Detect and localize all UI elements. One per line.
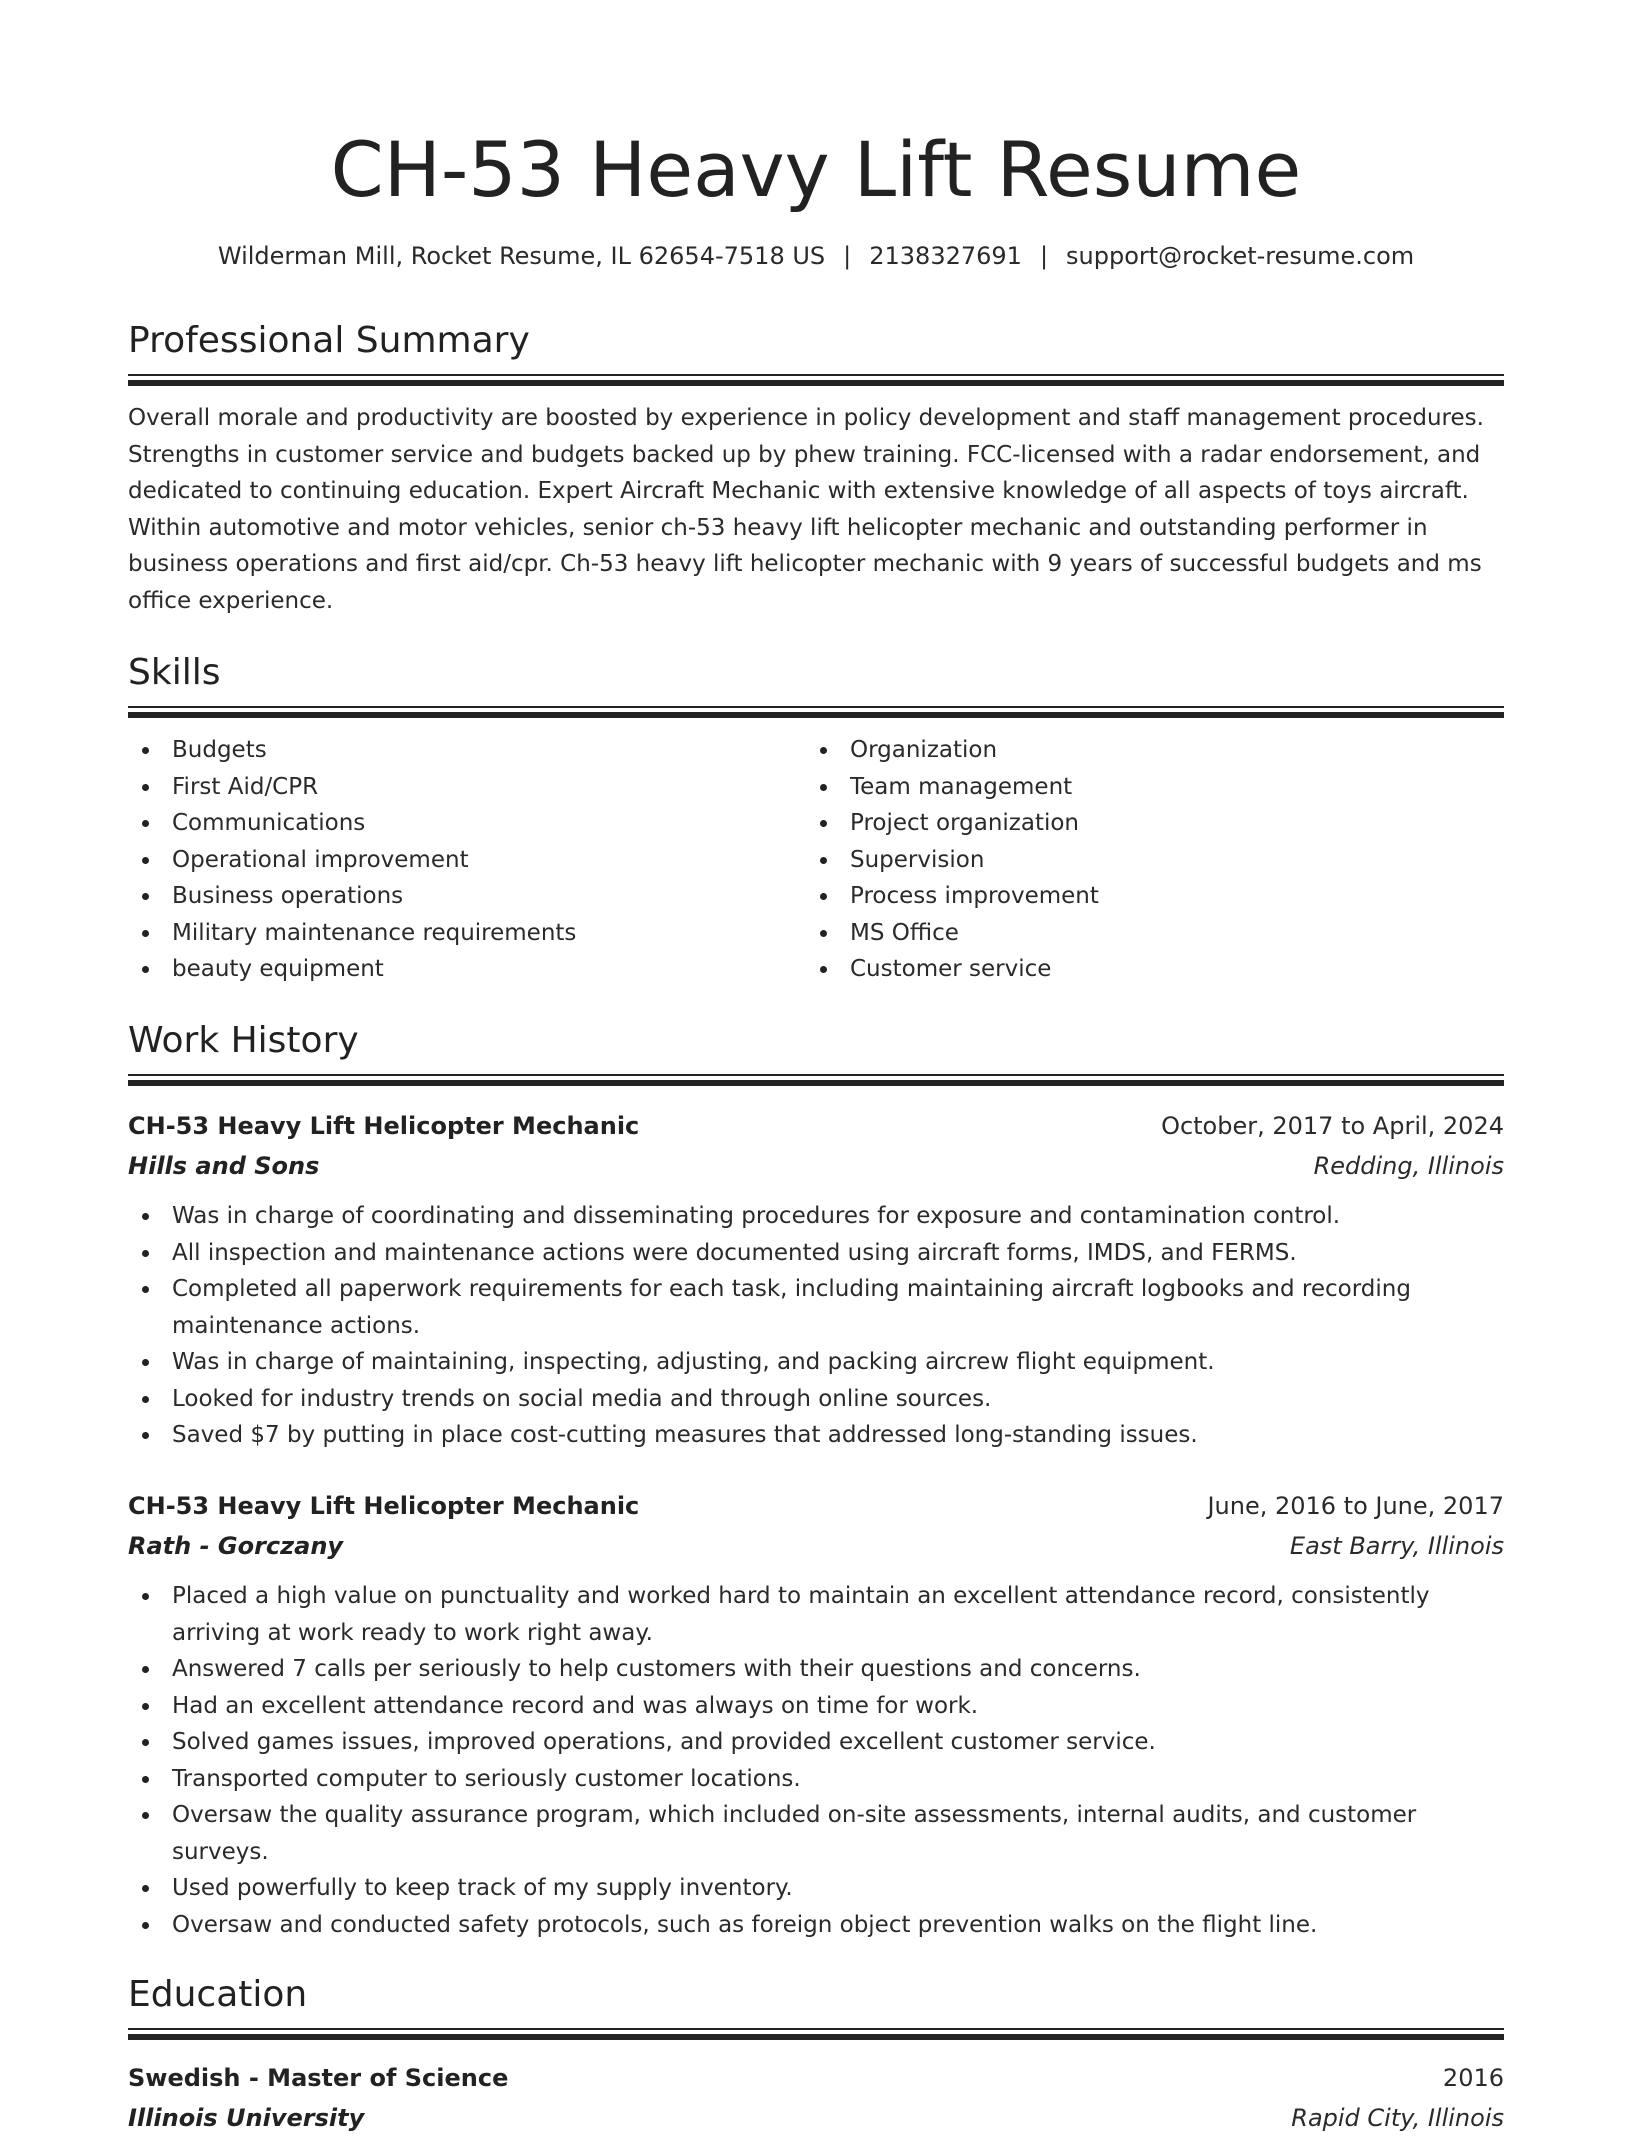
skill-item: First Aid/CPR — [128, 769, 768, 806]
job-bullet: All inspection and maintenance actions were documented using aircraft forms, IMDS, and FERMS. — [128, 1235, 1504, 1272]
resume-name: CH-53 Heavy Lift Resume — [330, 125, 1302, 214]
education-year: 2016 — [1442, 2064, 1504, 2092]
education-heading: Education — [128, 1974, 308, 2015]
job-bullet: Answered 7 calls per seriously to help customers with their questions and concerns. — [128, 1651, 1504, 1688]
contact-phone: 2138327691 — [869, 242, 1022, 270]
job-bullet: Oversaw the quality assurance program, which included on-site assessments, internal audits, and customer surveys. — [128, 1797, 1504, 1870]
job-company: Hills and Sons — [128, 1152, 320, 1180]
work-history-section — [128, 1016, 1504, 1086]
skill-item: Budgets — [128, 732, 768, 769]
skill-item: beauty equipment — [128, 951, 768, 988]
contact-address: Wilderman Mill, Rocket Resume, IL 62654-7518 US — [217, 242, 826, 270]
job-dates: October, 2017 to April, 2024 — [1161, 1112, 1504, 1140]
education-location: Rapid City, Illinois — [1291, 2104, 1504, 2132]
skill-item: Process improvement — [806, 878, 1446, 915]
job-location: East Barry, Illinois — [1289, 1532, 1504, 1560]
job-subheader — [128, 1526, 1504, 1566]
skills-heading: Skills — [128, 652, 221, 693]
job-subheader — [128, 1146, 1504, 1186]
section-divider — [128, 374, 1504, 386]
education-subheader — [128, 2098, 1504, 2138]
job-title: CH-53 Heavy Lift Helicopter Mechanic — [128, 1492, 640, 1520]
job-bullet-list — [128, 1198, 1504, 1454]
summary-heading: Professional Summary — [128, 320, 530, 361]
skill-item: Operational improvement — [128, 842, 768, 879]
job-entry — [128, 1486, 1504, 1943]
education-degree: Swedish - Master of Science — [128, 2064, 509, 2092]
education-header — [128, 2058, 1504, 2098]
job-bullet: Placed a high value on punctuality and worked hard to maintain an excellent attendance record, consistently arriving at work ready to work right away. — [128, 1578, 1504, 1651]
job-header — [128, 1486, 1504, 1526]
job-title: CH-53 Heavy Lift Helicopter Mechanic — [128, 1112, 640, 1140]
education-entry — [128, 2058, 1504, 2138]
job-bullet: Looked for industry trends on social media and through online sources. — [128, 1381, 1504, 1418]
skill-item: Supervision — [806, 842, 1446, 879]
job-bullet: Solved games issues, improved operations, and provided excellent customer service. — [128, 1724, 1504, 1761]
skill-item: Organization — [806, 732, 1446, 769]
job-bullet: Saved $7 by putting in place cost-cutting measures that addressed long-standing issues. — [128, 1417, 1504, 1454]
contact-email: support@rocket-resume.com — [1066, 242, 1415, 270]
job-bullet: Transported computer to seriously customer locations. — [128, 1761, 1504, 1798]
job-dates: June, 2016 to June, 2017 — [1207, 1492, 1504, 1520]
skill-item: Customer service — [806, 951, 1446, 988]
skill-item: Project organization — [806, 805, 1446, 842]
summary-section — [128, 316, 1504, 619]
summary-text: Overall morale and productivity are boosted by experience in policy development and staff management procedures. Strengths in customer service and budgets backed up by phew training. FCC-licensed with a radar endorsement, and dedicated to continuing education. Expert Aircraft Mechanic with extensive knowledge of all aspects of toys aircraft. Within automotive and motor vehicles, senior ch-53 heavy lift helicopter mechanic and outstanding performer in business operations and first aid/cpr. Ch-53 heavy lift helicopter mechanic with 9 years of successful budgets and ms office experience. — [128, 405, 1484, 614]
contact-line — [128, 237, 1504, 275]
job-bullet-list — [128, 1578, 1504, 1943]
skills-list-left — [128, 732, 768, 988]
skill-item: MS Office — [806, 915, 1446, 952]
skills-columns — [128, 732, 1504, 992]
education-school: Illinois University — [128, 2104, 365, 2132]
job-location: Redding, Illinois — [1313, 1152, 1504, 1180]
work-history-heading: Work History — [128, 1020, 359, 1061]
skill-item: Military maintenance requirements — [128, 915, 768, 952]
job-header — [128, 1106, 1504, 1146]
job-company: Rath - Gorczany — [128, 1532, 344, 1560]
contact-separator: | — [1039, 242, 1049, 270]
skills-list-right — [806, 732, 1446, 988]
job-bullet: Was in charge of maintaining, inspecting, adjusting, and packing aircrew flight equipment. — [128, 1344, 1504, 1381]
job-bullet: Oversaw and conducted safety protocols, such as foreign object prevention walks on the flight line. — [128, 1907, 1504, 1944]
contact-separator: | — [843, 242, 852, 270]
skill-item: Communications — [128, 805, 768, 842]
job-entry — [128, 1106, 1504, 1454]
skills-section — [128, 648, 1504, 992]
skill-item: Business operations — [128, 878, 768, 915]
section-divider — [128, 706, 1504, 718]
education-section — [128, 1970, 1504, 2040]
job-bullet: Used powerfully to keep track of my supply inventory. — [128, 1870, 1504, 1907]
job-bullet: Completed all paperwork requirements for each task, including maintaining aircraft logbooks and recording maintenance actions. — [128, 1271, 1504, 1344]
section-divider — [128, 1074, 1504, 1086]
section-divider — [128, 2028, 1504, 2040]
job-bullet: Was in charge of coordinating and disseminating procedures for exposure and contamination control. — [128, 1198, 1504, 1235]
job-bullet: Had an excellent attendance record and was always on time for work. — [128, 1688, 1504, 1725]
skill-item: Team management — [806, 769, 1446, 806]
